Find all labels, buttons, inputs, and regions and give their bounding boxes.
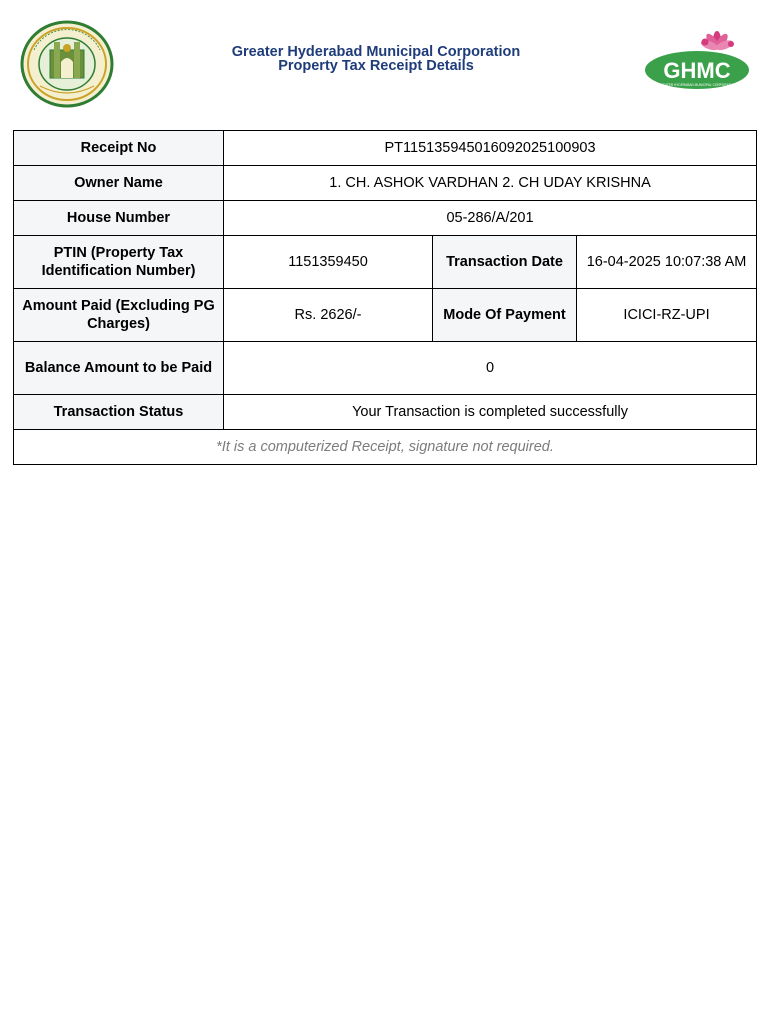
table-row bbox=[14, 289, 757, 342]
transaction-date-value: 16-04-2025 10:07:38 AM bbox=[577, 236, 757, 289]
footer-note: *It is a computerized Receipt, signature not required. bbox=[14, 430, 757, 465]
ptin-label: PTIN (Property Tax Identification Number) bbox=[14, 236, 224, 289]
table-row bbox=[14, 166, 757, 201]
telangana-seal-logo bbox=[20, 20, 114, 108]
table-row bbox=[14, 342, 757, 395]
receipt-no-value: PT1151359450160920251​00903 bbox=[224, 131, 757, 166]
transaction-date-label: Transaction Date bbox=[433, 236, 577, 289]
house-number-value: 05-286/A/201 bbox=[224, 201, 757, 236]
transaction-status-label: Transaction Status bbox=[14, 395, 224, 430]
receipt-header bbox=[0, 0, 768, 120]
house-number-label: House Number bbox=[14, 201, 224, 236]
ghmc-logo bbox=[645, 30, 757, 94]
table-row bbox=[14, 236, 757, 289]
title-block bbox=[200, 45, 552, 73]
receipt-no-label: Receipt No bbox=[14, 131, 224, 166]
owner-name-value: 1. CH. ASHOK VARDHAN 2. CH UDAY KRISHNA bbox=[224, 166, 757, 201]
balance-label: Balance Amount to be Paid bbox=[14, 342, 224, 395]
balance-value: 0 bbox=[224, 342, 757, 395]
owner-name-label: Owner Name bbox=[14, 166, 224, 201]
doc-title: Property Tax Receipt Details bbox=[278, 58, 474, 74]
ptin-value: 1151359450 bbox=[224, 236, 433, 289]
org-name: Greater Hyderabad Municipal Corporation bbox=[231, 44, 521, 60]
amount-paid-value: Rs. 2626/- bbox=[224, 289, 433, 342]
table-row bbox=[14, 201, 757, 236]
table-row bbox=[14, 395, 757, 430]
mode-of-payment-value: ICICI-RZ-UPI bbox=[577, 289, 757, 342]
lotus-flower-icon bbox=[700, 31, 735, 52]
table-row bbox=[14, 131, 757, 166]
transaction-status-value: Your Transaction is completed successfully bbox=[224, 395, 757, 430]
ghmc-logo-tagline: GREATER HYDERABAD MUNICIPAL CORPORATION bbox=[657, 83, 737, 87]
receipt-table bbox=[13, 130, 757, 465]
table-row bbox=[14, 430, 757, 465]
amount-paid-label: Amount Paid (Excluding PG Charges) bbox=[14, 289, 224, 342]
mode-of-payment-label: Mode Of Payment bbox=[433, 289, 577, 342]
ghmc-logo-text: GHMC bbox=[663, 58, 731, 83]
